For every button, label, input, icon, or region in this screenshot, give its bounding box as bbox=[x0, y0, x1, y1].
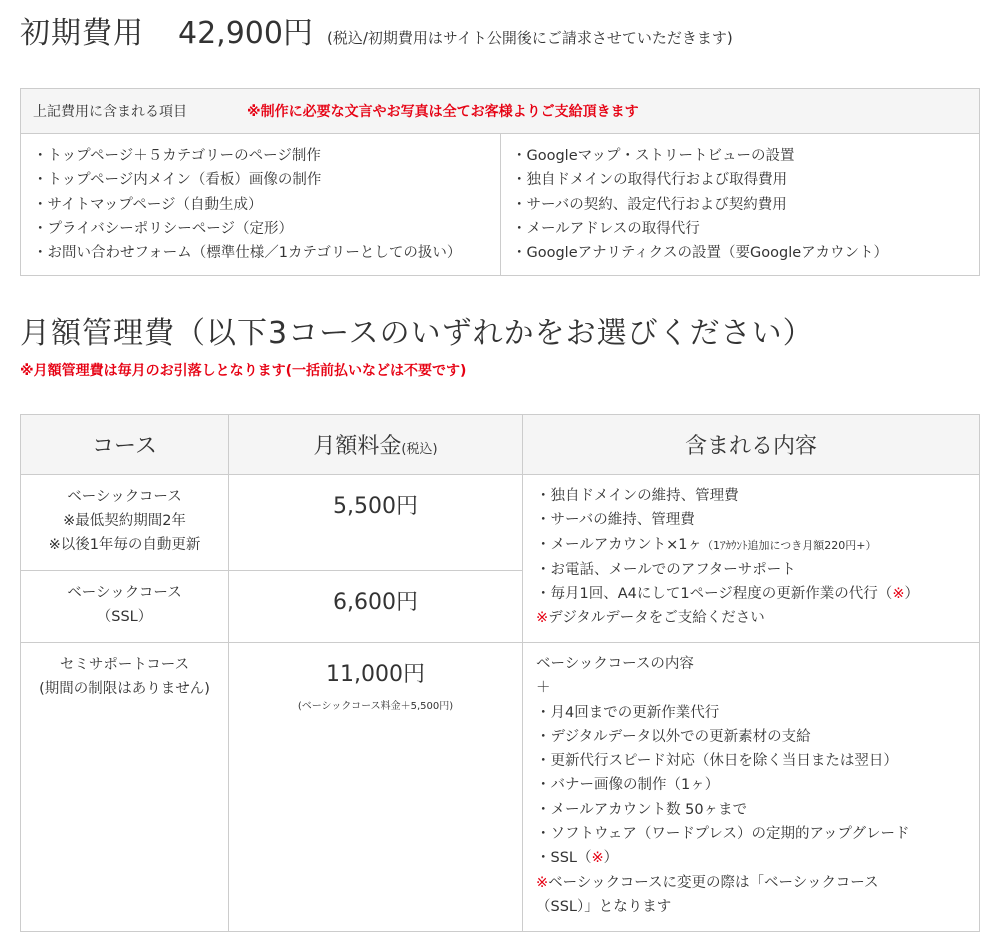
content-line: ・お電話、メールでのアフターサポート bbox=[536, 561, 796, 578]
content-line bbox=[536, 871, 979, 895]
content-text: ） bbox=[603, 850, 619, 867]
list-item: ・サイトマップページ（自動生成） bbox=[33, 196, 263, 213]
content-line bbox=[536, 606, 979, 630]
list-item: ・独自ドメインの取得代行および取得費用 bbox=[512, 172, 788, 189]
course-basic-content bbox=[523, 475, 980, 643]
content-line: ・ソフトウェア（ワードプレス）の定期的アップグレード bbox=[536, 826, 910, 843]
content-line: （SSL）」となります bbox=[536, 898, 672, 915]
course-name-line: (期間の制限はありません) bbox=[39, 681, 210, 697]
content-text: ） bbox=[904, 586, 919, 603]
course-name-line: ※以後1年毎の自動更新 bbox=[48, 537, 201, 553]
list-item: ・トップページ＋５カテゴリーのページ制作 bbox=[33, 148, 321, 164]
course-semi-price bbox=[229, 643, 523, 932]
table-row bbox=[21, 643, 980, 932]
asterisk-mark: ※ bbox=[536, 610, 549, 627]
asterisk-mark: ※ bbox=[536, 874, 549, 891]
content-text: ベーシックコースに変更の際は「ベーシックコース bbox=[548, 874, 879, 891]
initial-fee-header bbox=[20, 8, 733, 51]
course-table bbox=[20, 414, 980, 932]
initial-fee-price: 42,900円 bbox=[178, 16, 313, 51]
included-items-left-list bbox=[21, 134, 501, 275]
header-price-tax: (税込) bbox=[401, 442, 438, 457]
included-items-box bbox=[20, 88, 980, 276]
content-line: ・月4回までの更新作業代行 bbox=[536, 704, 720, 721]
asterisk-mark: ※ bbox=[892, 586, 905, 603]
list-item: ・トップページ内メイン（看板）画像の制作 bbox=[33, 172, 322, 189]
content-line: ・メールアカウント数 50ヶまで bbox=[536, 801, 748, 818]
course-name-line: ベーシックコース bbox=[67, 585, 182, 601]
asterisk-mark: ※ bbox=[591, 850, 604, 867]
list-item: ・メールアドレスの取得代行 bbox=[512, 220, 700, 237]
included-items-label: 上記費用に含まれる項目 bbox=[33, 104, 187, 120]
course-basic-name bbox=[21, 475, 229, 571]
price-value: 11,000円 bbox=[326, 662, 425, 687]
monthly-fee-warning: ※月額管理費は毎月のお引落しとなります(一括前払いなどは不要です) bbox=[20, 363, 467, 379]
initial-fee-note: (税込/初期費用はサイト公開後にご請求させていただきます) bbox=[326, 29, 733, 47]
content-line: ・独自ドメインの維持、管理費 bbox=[536, 488, 739, 504]
included-items-right-list bbox=[501, 134, 979, 275]
content-line: ・デジタルデータ以外での更新素材の支給 bbox=[536, 728, 811, 745]
content-line: ＋ bbox=[536, 680, 551, 697]
course-semi-name bbox=[21, 643, 229, 932]
initial-fee-title: 初期費用 bbox=[20, 16, 144, 51]
content-line: ベーシックコースの内容 bbox=[536, 656, 694, 672]
list-item: ・プライバシーポリシーページ（定形） bbox=[33, 220, 293, 237]
course-basic-price: 5,500円 bbox=[229, 475, 523, 571]
included-items-body bbox=[21, 134, 979, 275]
header-course: コース bbox=[21, 415, 229, 475]
price-sub-note: (ベーシックコース料金＋5,500円) bbox=[297, 701, 454, 712]
course-basic-ssl-price: 6,600円 bbox=[229, 571, 523, 643]
content-line bbox=[536, 582, 979, 606]
content-note: （1ｱｶｳﾝﾄ追加につき月額220円+） bbox=[701, 538, 877, 552]
content-line bbox=[536, 846, 979, 870]
course-name-line: セミサポートコース bbox=[59, 657, 190, 673]
included-items-header bbox=[21, 89, 979, 134]
content-text: デジタルデータをご支給ください bbox=[548, 610, 765, 627]
table-header-row bbox=[21, 415, 980, 475]
course-name-line: ベーシックコース bbox=[67, 489, 182, 505]
list-item: ・お問い合わせフォーム（標準仕様／1カテゴリーとしての扱い） bbox=[33, 245, 462, 262]
content-text: ・毎月1回、A4にして1ページ程度の更新作業の代行（ bbox=[536, 586, 893, 603]
content-line: ・更新代行スピード対応（休日を除く当日または翌日） bbox=[536, 753, 898, 770]
content-text: ・メールアカウント×1ヶ bbox=[536, 536, 702, 553]
course-basic-ssl-name bbox=[21, 571, 229, 643]
content-text: ・SSL（ bbox=[536, 850, 592, 867]
list-item: ・サーバの契約、設定代行および契約費用 bbox=[512, 196, 787, 213]
header-price bbox=[229, 415, 523, 475]
monthly-fee-title: 月額管理費（以下3コースのいずれかをお選びください） bbox=[20, 316, 814, 351]
content-line bbox=[536, 533, 979, 558]
course-name-line: （SSL） bbox=[96, 609, 153, 625]
header-price-label: 月額料金 bbox=[313, 434, 402, 459]
list-item: ・Googleアナリティクスの設置（要Googleアカウント） bbox=[512, 245, 889, 262]
course-name-line: ※最低契約期間2年 bbox=[63, 513, 186, 529]
header-content: 含まれる内容 bbox=[523, 415, 980, 475]
table-row bbox=[21, 475, 980, 571]
content-line: ・バナー画像の制作（1ヶ） bbox=[536, 777, 720, 794]
list-item: ・Googleマップ・ストリートビューの設置 bbox=[512, 148, 795, 164]
included-items-warning: ※制作に必要な文言やお写真は全てお客様よりご支給頂きます bbox=[247, 104, 639, 120]
course-semi-content bbox=[523, 643, 980, 932]
content-line: ・サーバの維持、管理費 bbox=[536, 512, 695, 529]
